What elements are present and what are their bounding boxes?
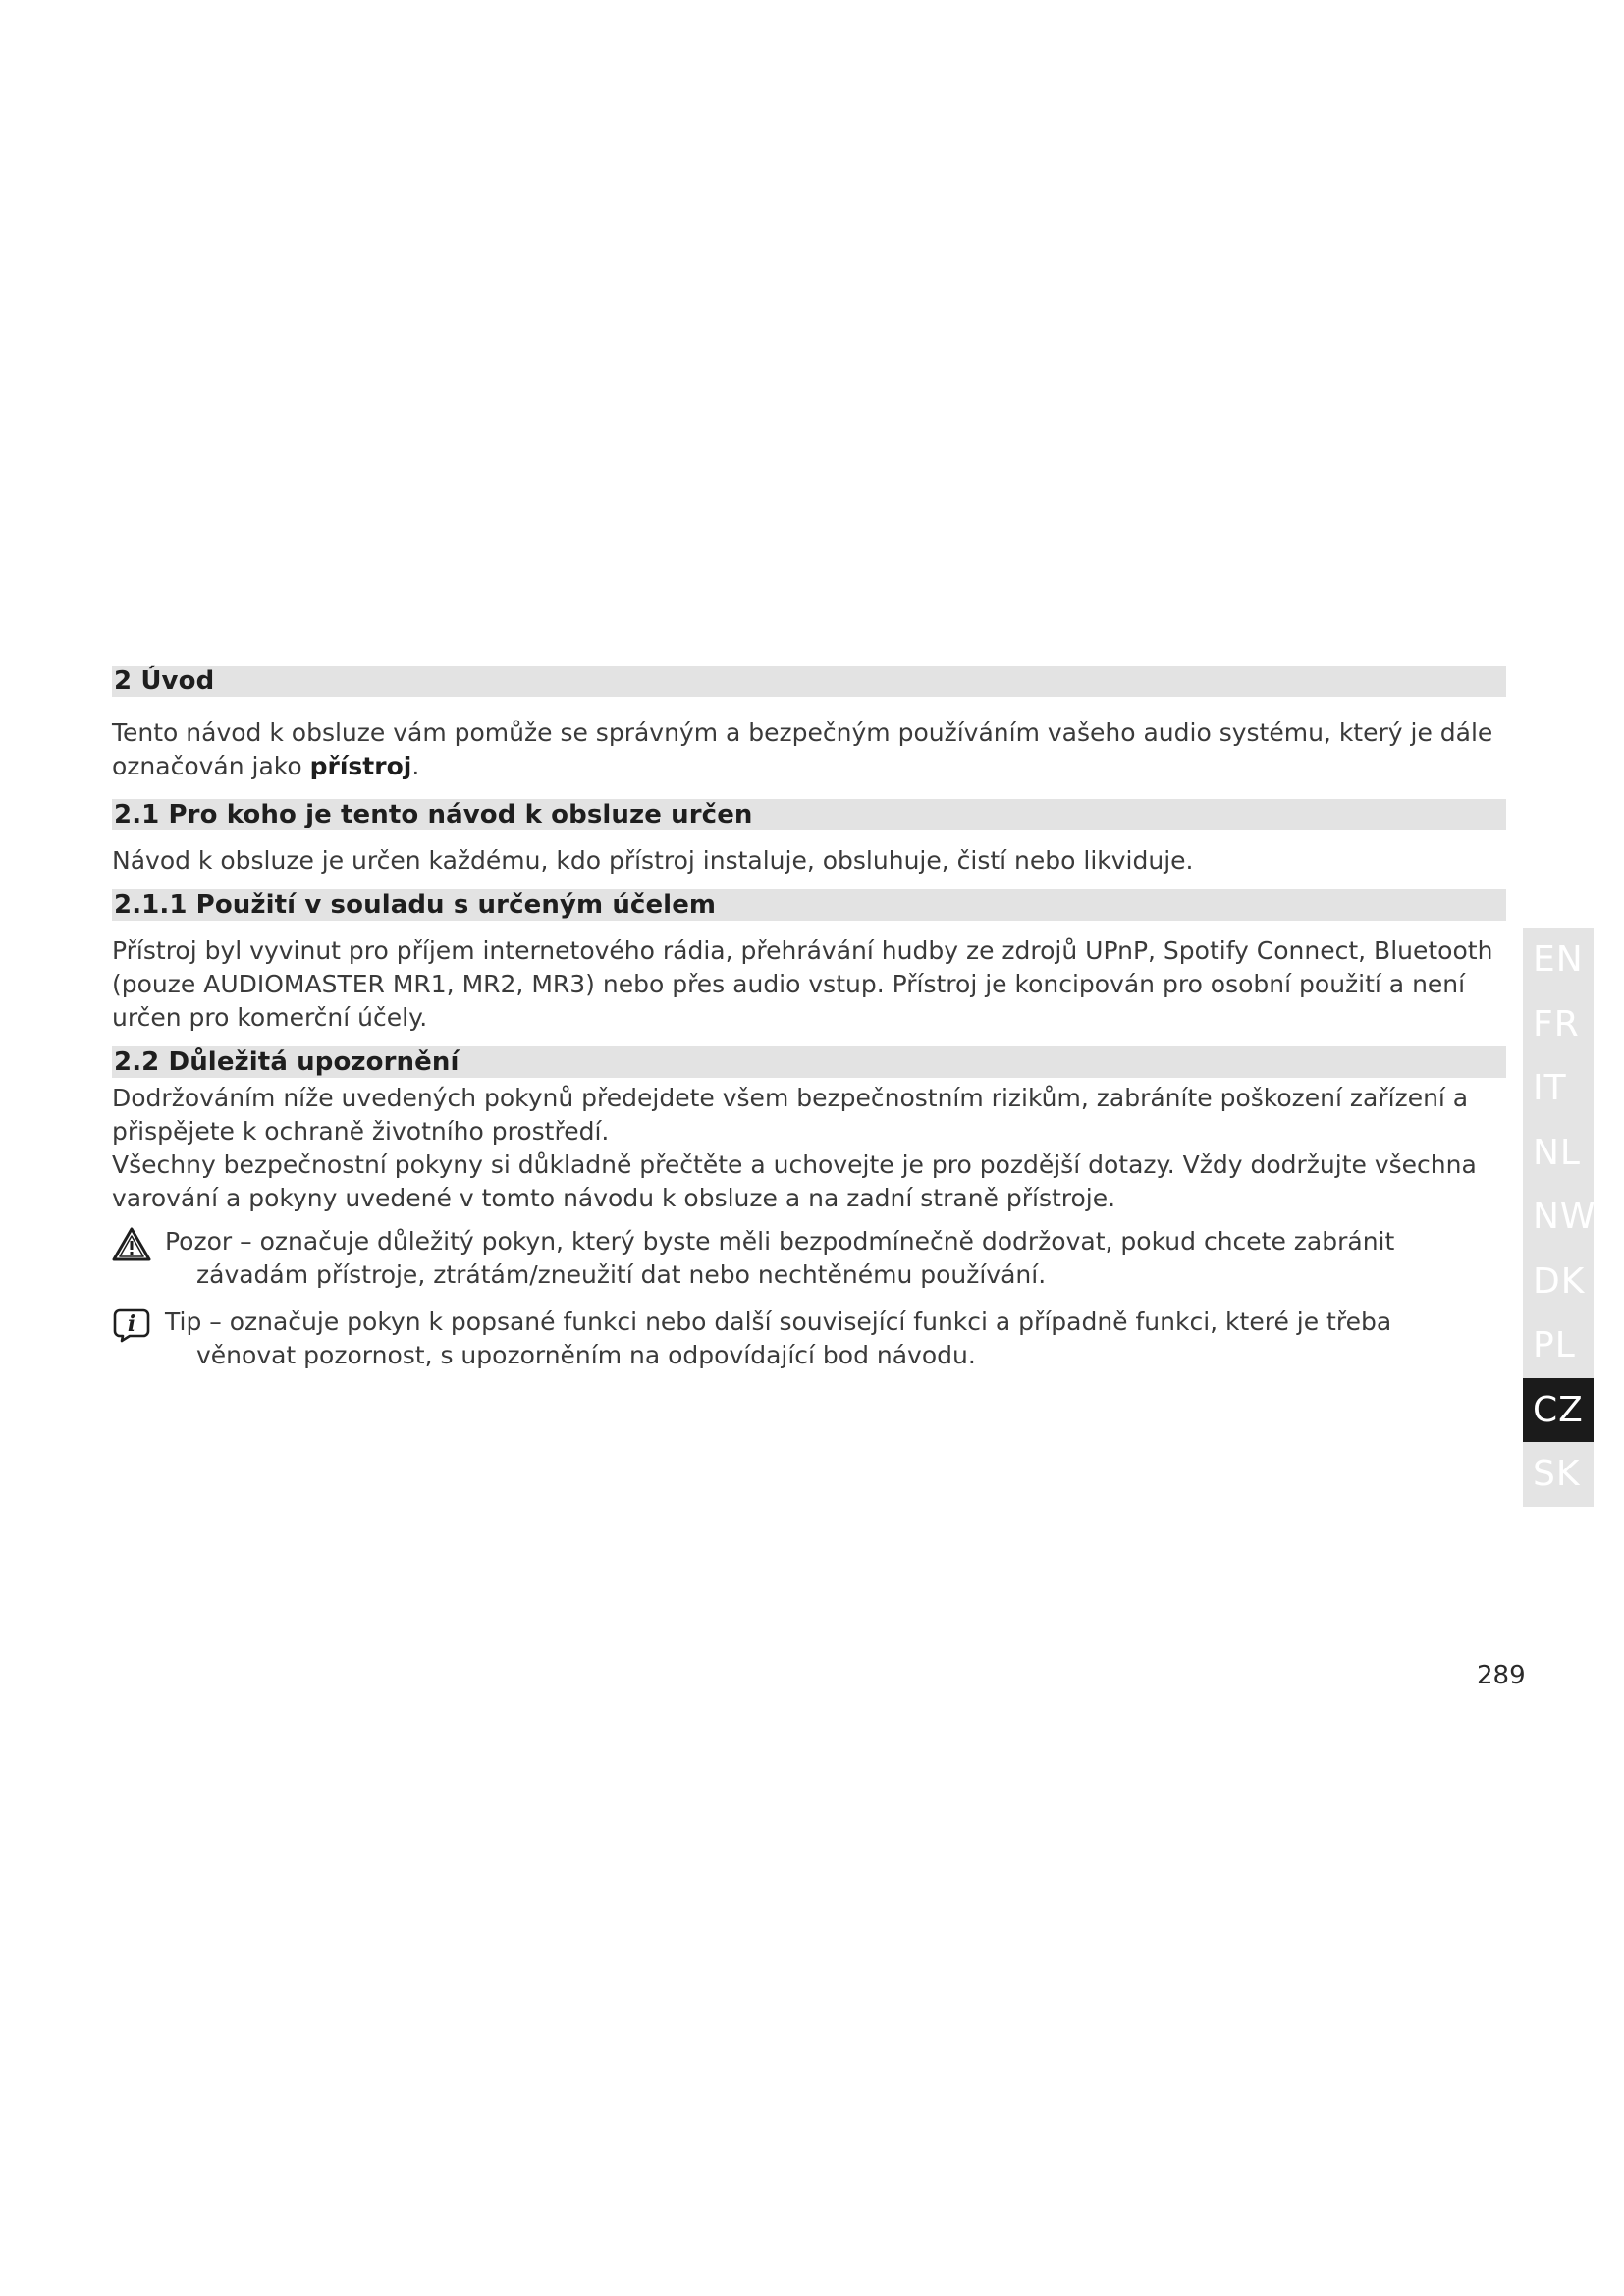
- intro-text: Tento návod k obsluze vám pomůže se správným a bezpečným používáním vašeho audio systému, který je dále označován jako: [112, 719, 1493, 780]
- info-icon-glyph: i: [127, 1311, 136, 1337]
- document-content: [112, 666, 1506, 1372]
- language-tab-pl[interactable]: PL: [1523, 1313, 1594, 1378]
- paragraph-2-2-a: Dodržováním níže uvedených pokynů předejdete všem bezpečnostním rizikům, zabráníte poškození zařízení a přispějete k ochraně životního prostředí.: [112, 1084, 1469, 1146]
- language-tab-en[interactable]: EN: [1523, 928, 1594, 992]
- section-heading-2-2: 2.2 Důležitá upozornění: [112, 1046, 1506, 1078]
- intro-paragraph: [112, 717, 1506, 783]
- tip-line-2: věnovat pozornost, s upozorněním na odpovídající bod návodu.: [196, 1341, 976, 1369]
- language-tab-nw[interactable]: NW: [1523, 1185, 1594, 1250]
- section-heading-2-1: 2.1 Pro koho je tento návod k obsluze určen: [112, 799, 1506, 830]
- language-tab-sk[interactable]: SK: [1523, 1442, 1594, 1507]
- language-tab-cz[interactable]: CZ: [1523, 1378, 1594, 1443]
- info-icon: [112, 1308, 151, 1343]
- language-tab-fr[interactable]: FR: [1523, 992, 1594, 1057]
- warning-triangle-icon: [112, 1227, 151, 1262]
- intro-end: .: [411, 752, 420, 780]
- language-tab-nl[interactable]: NL: [1523, 1121, 1594, 1186]
- warning-notice: [112, 1225, 1506, 1292]
- paragraph-2-2-b: Všechny bezpečnostní pokyny si důkladně přečtěte a uchovejte je pro pozdější dotazy. Vždy dodržujte všechna varování a pokyny uvedené v tomto návodu k obsluze a na zadní straně přístroje.: [112, 1150, 1477, 1212]
- language-tab-dk[interactable]: DK: [1523, 1250, 1594, 1314]
- language-index-tabs: [1523, 928, 1597, 1507]
- intro-bold-term: přístroj: [309, 752, 412, 780]
- section-heading-2: 2 Úvod: [112, 666, 1506, 697]
- page-number: 289: [1477, 1661, 1526, 1690]
- tip-notice: [112, 1306, 1506, 1372]
- paragraph-2-1-1: Přístroj byl vyvinut pro příjem internetového rádia, přehrávání hudby ze zdrojů UPnP, Spotify Connect, Bluetooth (pouze AUDIOMASTER MR1, MR2, MR3) nebo přes audio vstup. Přístroj je koncipován pro osobní použití a není určen pro komerční účely.: [112, 936, 1493, 1032]
- warning-line-1: Pozor – označuje důležitý pokyn, který byste měli bezpodmínečně dodržovat, pokud chcete zabránit: [165, 1227, 1395, 1255]
- warning-line-2: závadám přístroje, ztrátám/zneužití dat nebo nechtěnému používání.: [196, 1260, 1047, 1289]
- paragraph-2-1: Návod k obsluze je určen každému, kdo přístroj instaluje, obsluhuje, čistí nebo likviduje.: [112, 846, 1194, 875]
- language-tab-it[interactable]: IT: [1523, 1056, 1594, 1121]
- tip-line-1: Tip – označuje pokyn k popsané funkci nebo další související funkci a případně funkci, které je třeba: [165, 1308, 1392, 1336]
- section-heading-2-1-1: 2.1.1 Použití v souladu s určeným účelem: [112, 889, 1506, 921]
